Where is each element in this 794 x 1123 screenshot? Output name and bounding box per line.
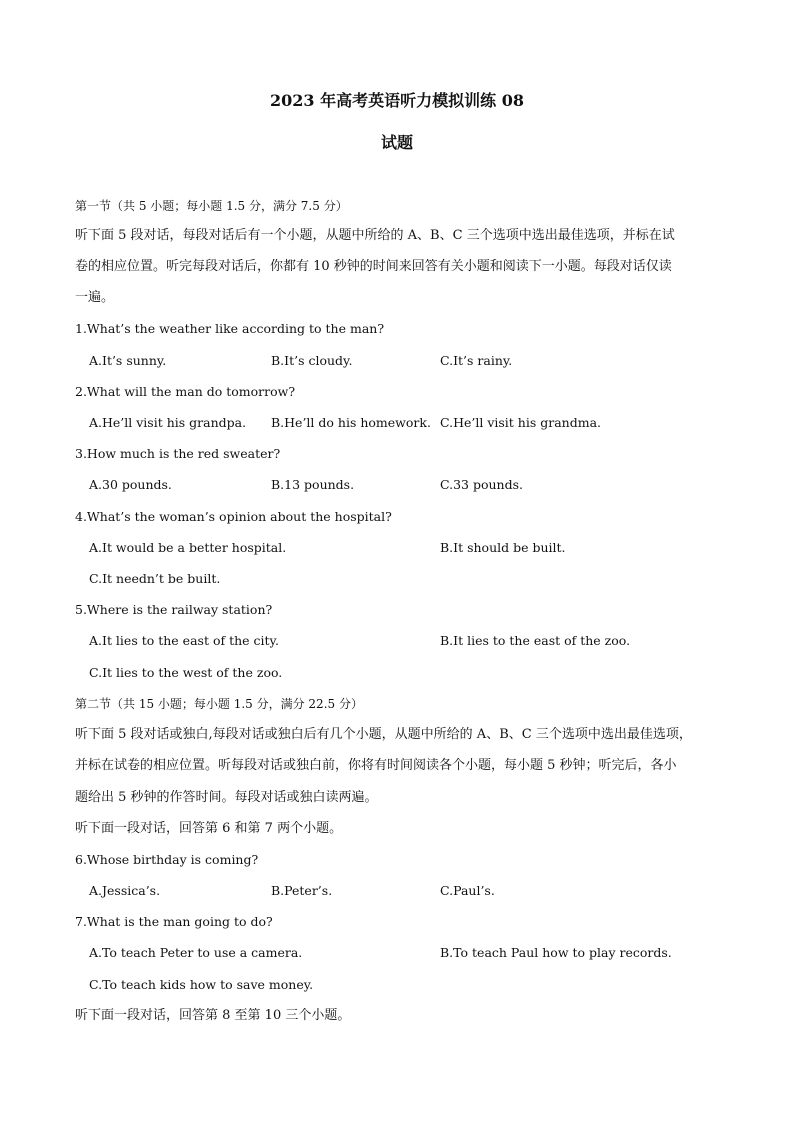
question-5-option-c: C.It lies to the west of the zoo. bbox=[89, 665, 283, 680]
question-3: 3.How much is the red sweater? bbox=[75, 446, 281, 461]
question-7-option-a: A.To teach Peter to use a camera. bbox=[89, 945, 303, 960]
question-5-option-a: A.It lies to the east of the city. bbox=[89, 633, 279, 648]
question-7-option-b: B.To teach Paul how to play records. bbox=[440, 945, 672, 960]
part1-instructions-line-1: 听下面 5 段对话，每段对话后有一个小题，从题中所给的 A、B、C 三个选项中选出最佳选项，并标在试 bbox=[75, 228, 675, 243]
question-4: 4.What’s the woman’s opinion about the hospital? bbox=[75, 509, 392, 524]
question-6: 6.Whose birthday is coming? bbox=[75, 852, 259, 867]
part2-instructions-line-1: 听下面 5 段对话或独白,每段对话或独白后有几个小题，从题中所给的 A、B、C 三个选项中选出最佳选项， bbox=[75, 727, 692, 742]
question-1-option-c: C.It’s rainy. bbox=[440, 353, 513, 368]
part1-instructions-line-2: 卷的相应位置。听完每段对话后，你都有 10 秒钟的时间来回答有关小题和阅读下一小题。每段对话仅读 bbox=[75, 259, 672, 274]
question-1-option-b: B.It’s cloudy. bbox=[271, 353, 353, 368]
dialogue-lead-6-7: 听下面一段对话，回答第 6 和第 7 两个小题。 bbox=[75, 821, 343, 836]
part1-heading: 第一节（共 5 小题；每小题 1.5 分，满分 7.5 分） bbox=[75, 199, 348, 213]
question-5: 5.Where is the railway station? bbox=[75, 602, 273, 617]
question-2-option-a: A.He’ll visit his grandpa. bbox=[89, 415, 247, 430]
question-6-option-b: B.Peter’s. bbox=[271, 883, 333, 898]
question-3-option-a: A.30 pounds. bbox=[89, 477, 172, 492]
document-subtitle: 试题 bbox=[380, 133, 413, 152]
question-2-option-c: C.He’ll visit his grandma. bbox=[440, 415, 601, 430]
question-2: 2.What will the man do tomorrow? bbox=[75, 384, 296, 399]
question-1: 1.What’s the weather like according to the man? bbox=[75, 321, 385, 336]
part2-heading: 第二节（共 15 小题；每小题 1.5 分，满分 22.5 分） bbox=[75, 697, 363, 711]
question-7-option-c: C.To teach kids how to save money. bbox=[89, 977, 314, 992]
question-4-option-c: C.It needn’t be built. bbox=[89, 571, 221, 586]
question-1-option-a: A.It’s sunny. bbox=[89, 353, 167, 368]
document-title: 2023 年高考英语听力模拟训练 08 bbox=[270, 91, 524, 110]
question-7: 7.What is the man going to do? bbox=[75, 914, 273, 929]
dialogue-lead-8-10: 听下面一段对话，回答第 8 至第 10 三个小题。 bbox=[75, 1008, 351, 1023]
part2-instructions-line-2: 并标在试卷的相应位置。听每段对话或独白前，你将有时间阅读各个小题，每小题 5 秒钟；听完后，各小 bbox=[75, 758, 677, 773]
question-5-option-b: B.It lies to the east of the zoo. bbox=[440, 633, 631, 648]
part2-instructions-line-3: 题给出 5 秒钟的作答时间。每段对话或独白读两遍。 bbox=[75, 790, 378, 805]
question-3-option-c: C.33 pounds. bbox=[440, 477, 523, 492]
question-4-option-a: A.It would be a better hospital. bbox=[89, 540, 287, 555]
question-3-option-b: B.13 pounds. bbox=[271, 477, 355, 492]
part1-instructions-line-3: 一遍。 bbox=[75, 290, 115, 305]
question-4-option-b: B.It should be built. bbox=[440, 540, 566, 555]
question-6-option-a: A.Jessica’s. bbox=[89, 883, 161, 898]
question-6-option-c: C.Paul’s. bbox=[440, 883, 495, 898]
question-2-option-b: B.He’ll do his homework. bbox=[271, 415, 431, 430]
